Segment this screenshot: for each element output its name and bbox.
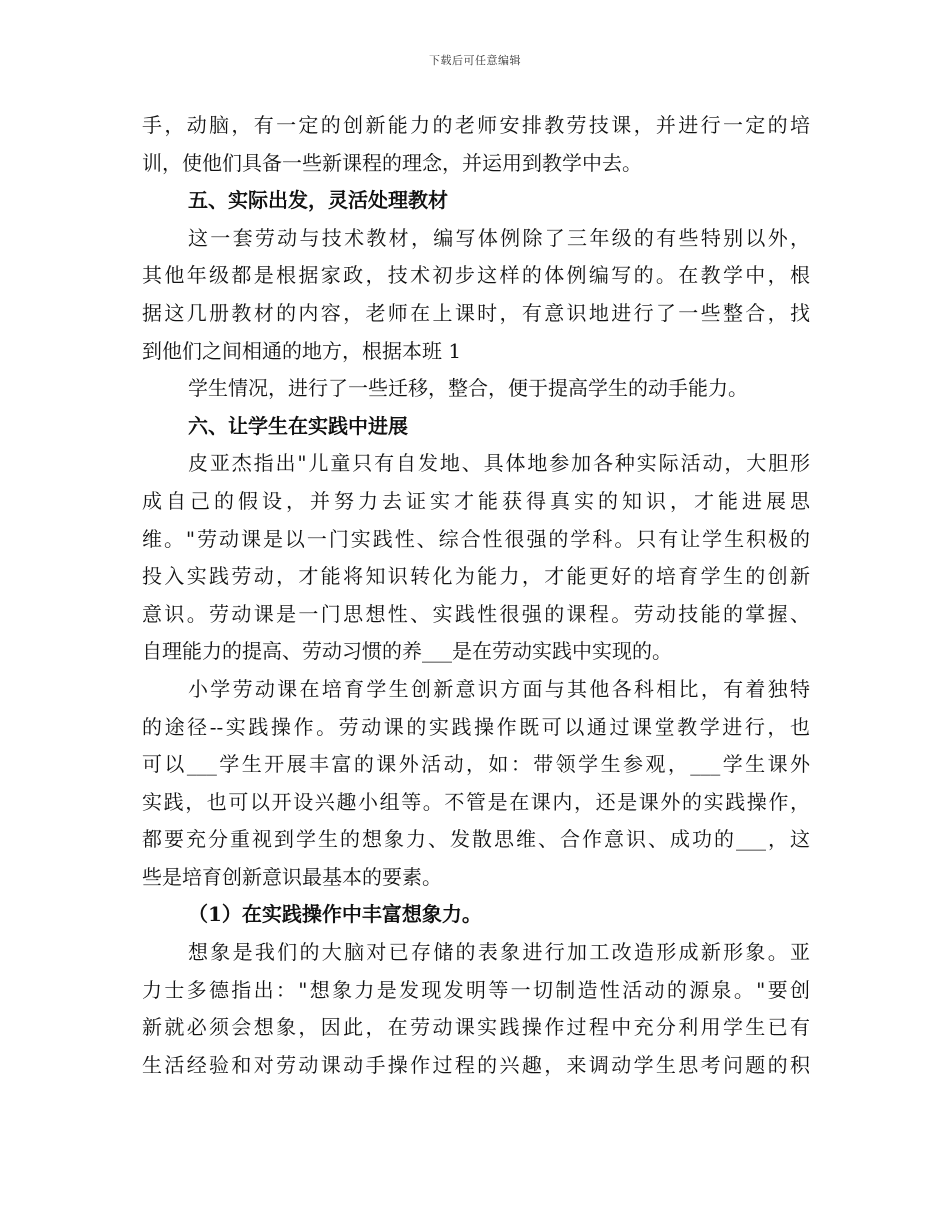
paragraph-line: 生活经验和对劳动课动手操作过程的兴趣，来调动学生思考问题的积 bbox=[142, 1052, 810, 1077]
paragraph-line: 学生情况，进行了一些迁移，整合，便于提高学生的动手能力。 bbox=[188, 376, 748, 401]
paragraph-line: 投入实践劳动，才能将知识转化为能力，才能更好的培育学生的创新 bbox=[142, 564, 810, 589]
paragraph-line: 想象是我们的大脑对已存储的表象进行加工改造形成新形象。亚 bbox=[188, 940, 810, 965]
paragraph-line: 新就必须会想象，因此，在劳动课实践操作过程中充分利用学生已有 bbox=[142, 1015, 810, 1040]
paragraph-line: 小学劳动课在培育学生创新意识方面与其他各科相比，有着独特 bbox=[188, 676, 810, 701]
paragraph-line: 自理能力的提高、劳动习惯的养___是在劳动实践中实现的。 bbox=[142, 639, 672, 664]
paragraph-line: 力士多德指出："想象力是发现发明等一切制造性活动的源泉。"要创 bbox=[142, 977, 810, 1002]
paragraph-line: 训，使他们具备一些新课程的理念，并运用到教学中去。 bbox=[142, 150, 642, 175]
document-body bbox=[142, 107, 810, 1084]
paragraph-line: 都要充分重视到学生的想象力、发散思维、合作意识、成功的___，这 bbox=[142, 827, 810, 852]
page-header-watermark: 下载后可任意编辑 bbox=[429, 54, 521, 67]
paragraph-line: 维。"劳动课是以一门实践性、综合性很强的学科。只有让学生积极的 bbox=[142, 526, 810, 551]
paragraph-line: 到他们之间相通的地方，根据本班 1 bbox=[142, 338, 462, 363]
paragraph-line: 据这几册教材的内容，老师在上课时，有意识地进行了一些整合，找 bbox=[142, 300, 810, 325]
paragraph-line: 手，动脑，有一定的创新能力的老师安排教劳技课，并进行一定的培 bbox=[142, 113, 810, 137]
paragraph-line: 实践，也可以开设兴趣小组等。不管是在课内，还是课外的实践操作， bbox=[142, 789, 810, 814]
paragraph-line: 些是培育创新意识最基本的要素。 bbox=[142, 864, 442, 889]
paragraph-line: 其他年级都是根据家政，技术初步这样的体例编写的。在教学中，根 bbox=[142, 263, 810, 288]
section-heading: 五、实际出发，灵活处理教材 bbox=[188, 188, 448, 213]
section-heading: 六、让学生在实践中进展 bbox=[188, 413, 408, 438]
paragraph-line: 成自己的假设，并努力去证实才能获得真实的知识，才能进展思 bbox=[142, 488, 810, 513]
paragraph-line: 皮亚杰指出"儿童只有自发地、具体地参加各种实际活动，大胆形 bbox=[188, 451, 810, 476]
paragraph-line: 这一套劳动与技术教材，编写体例除了三年级的有些特别以外， bbox=[188, 225, 810, 250]
paragraph-line: 的途径--实践操作。劳动课的实践操作既可以通过课堂教学进行，也 bbox=[142, 714, 810, 739]
paragraph-line: 可以___学生开展丰富的课外活动，如：带领学生参观，___学生课外 bbox=[142, 752, 810, 777]
section-heading: （1）在实践操作中丰富想象力。 bbox=[188, 902, 482, 927]
paragraph-line: 意识。劳动课是一门思想性、实践性很强的课程。劳动技能的掌握、 bbox=[142, 601, 810, 626]
